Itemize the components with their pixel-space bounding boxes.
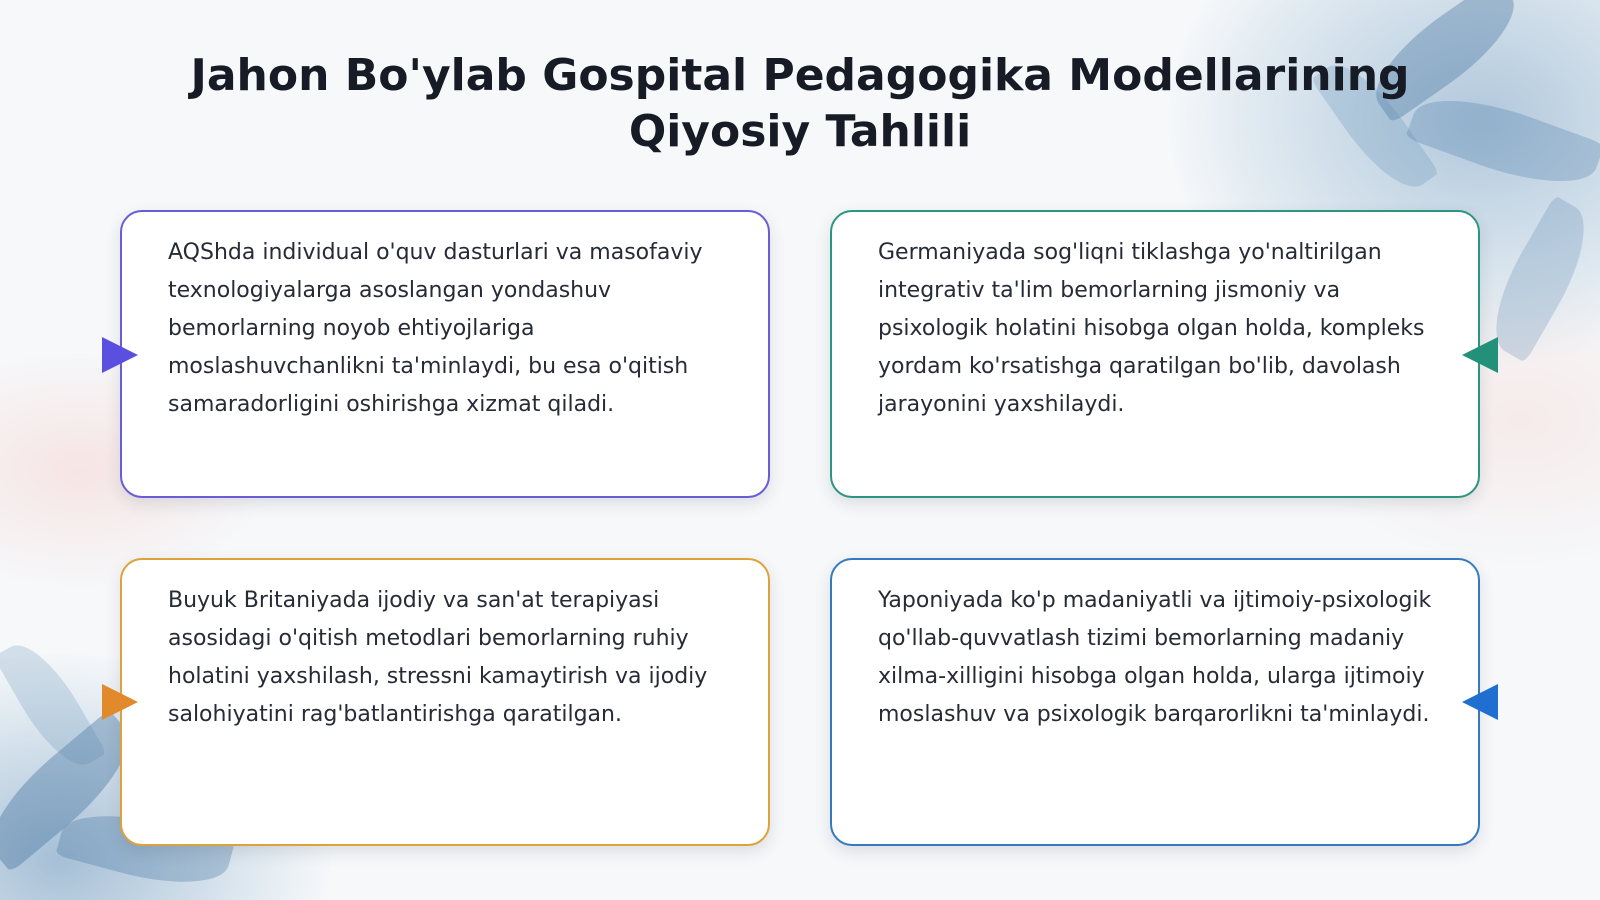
card-usa [120, 210, 770, 498]
pointer-right-icon [102, 684, 138, 720]
card-uk [120, 558, 770, 846]
card-germany [830, 210, 1480, 498]
slide-title: Jahon Bo'ylab Gospital Pedagogika Modellarining Qiyosiy Tahlili [190, 50, 1410, 157]
pointer-left-icon [1462, 684, 1498, 720]
pointer-right-icon [102, 337, 138, 373]
card-germany-text: Germaniyada sog'liqni tiklashga yo'naltirilgan integrativ ta'lim bemorlarning jismoniy va psixologik holatini hisobga olgan holda, kompleks yordam ko'rsatishga qaratilgan bo'lib, davolash jarayonini yaxshilaydi. [878, 240, 1425, 417]
card-usa-text: AQShda individual o'quv dasturlari va masofaviy texnologiyalarga asoslangan yondashuv bemorlarning noyob ehtiyojlariga moslashuvchanlikni ta'minlaydi, bu esa o'qitish samaradorligini oshirishga xizmat qiladi. [168, 240, 703, 417]
card-uk-text: Buyuk Britaniyada ijodiy va san'at terapiyasi asosidagi o'qitish metodlari bemorlarning ruhiy holatini yaxshilash, stressni kamaytirish va ijodiy salohiyatini rag'batlantirishga qaratilgan. [168, 588, 708, 727]
card-japan [830, 558, 1480, 846]
card-japan-text: Yaponiyada ko'p madaniyatli va ijtimoiy-psixologik qo'llab-quvvatlash tizimi bemorlarning madaniy xilma-xilligini hisobga olgan holda, ularga ijtimoiy moslashuv va psixologik barqarorlikni ta'minlaydi. [878, 588, 1432, 727]
pointer-left-icon [1462, 337, 1498, 373]
